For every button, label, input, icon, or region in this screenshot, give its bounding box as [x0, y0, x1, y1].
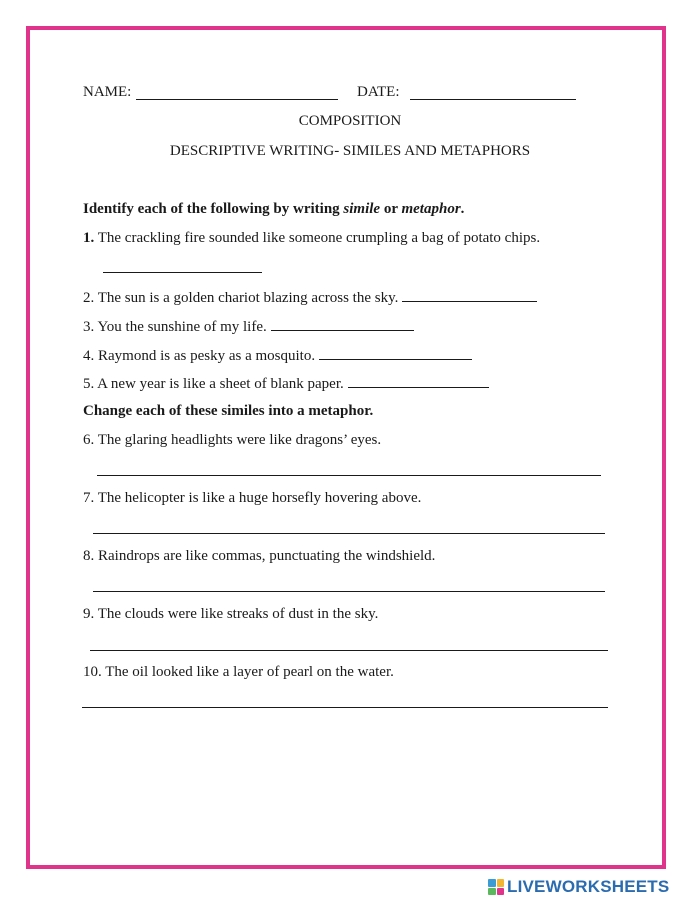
answer-4[interactable] — [319, 345, 472, 360]
question-8: 8. Raindrops are like commas, punctuating the windshield. — [83, 548, 436, 564]
answer-2[interactable] — [402, 287, 537, 302]
question-2: 2. The sun is a golden chariot blazing across the sky. — [83, 287, 537, 307]
question-6: 6. The glaring headlights were like dragons’ eyes. — [83, 432, 382, 448]
answer-6[interactable] — [97, 475, 601, 476]
answer-7[interactable] — [93, 533, 605, 534]
liveworksheets-logo-text: LIVEWORKSHEETS — [507, 877, 670, 896]
answer-10[interactable] — [82, 707, 608, 708]
page-subtitle: DESCRIPTIVE WRITING- SIMILES AND METAPHORS — [169, 143, 531, 159]
section1-instruction: Identify each of the following by writing simile or metaphor. — [83, 201, 465, 217]
answer-5[interactable] — [348, 373, 489, 388]
name-field[interactable] — [136, 99, 338, 100]
name-label: NAME: — [83, 84, 132, 100]
question-4: 4. Raymond is as pesky as a mosquito. — [83, 345, 472, 365]
question-10: 10. The oil looked like a layer of pearl on the water. — [83, 664, 394, 680]
answer-3[interactable] — [271, 316, 414, 331]
date-field[interactable] — [410, 99, 576, 100]
answer-1[interactable] — [103, 272, 262, 273]
answer-8[interactable] — [93, 591, 605, 592]
liveworksheets-logo — [488, 877, 669, 897]
question-5: 5. A new year is like a sheet of blank paper. — [83, 373, 489, 393]
question-1: 1. The crackling fire sounded like someone crumpling a bag of potato chips. — [83, 230, 541, 246]
liveworksheets-logo-icon — [488, 879, 504, 895]
date-label: DATE: — [357, 84, 400, 100]
question-7: 7. The helicopter is like a huge horsefly hovering above. — [83, 490, 422, 506]
question-9: 9. The clouds were like streaks of dust in the sky. — [83, 606, 379, 622]
answer-9[interactable] — [90, 650, 608, 651]
section2-instruction: Change each of these similes into a metaphor. — [83, 403, 374, 419]
page-title: COMPOSITION — [298, 113, 402, 129]
question-3: 3. You the sunshine of my life. — [83, 316, 414, 336]
